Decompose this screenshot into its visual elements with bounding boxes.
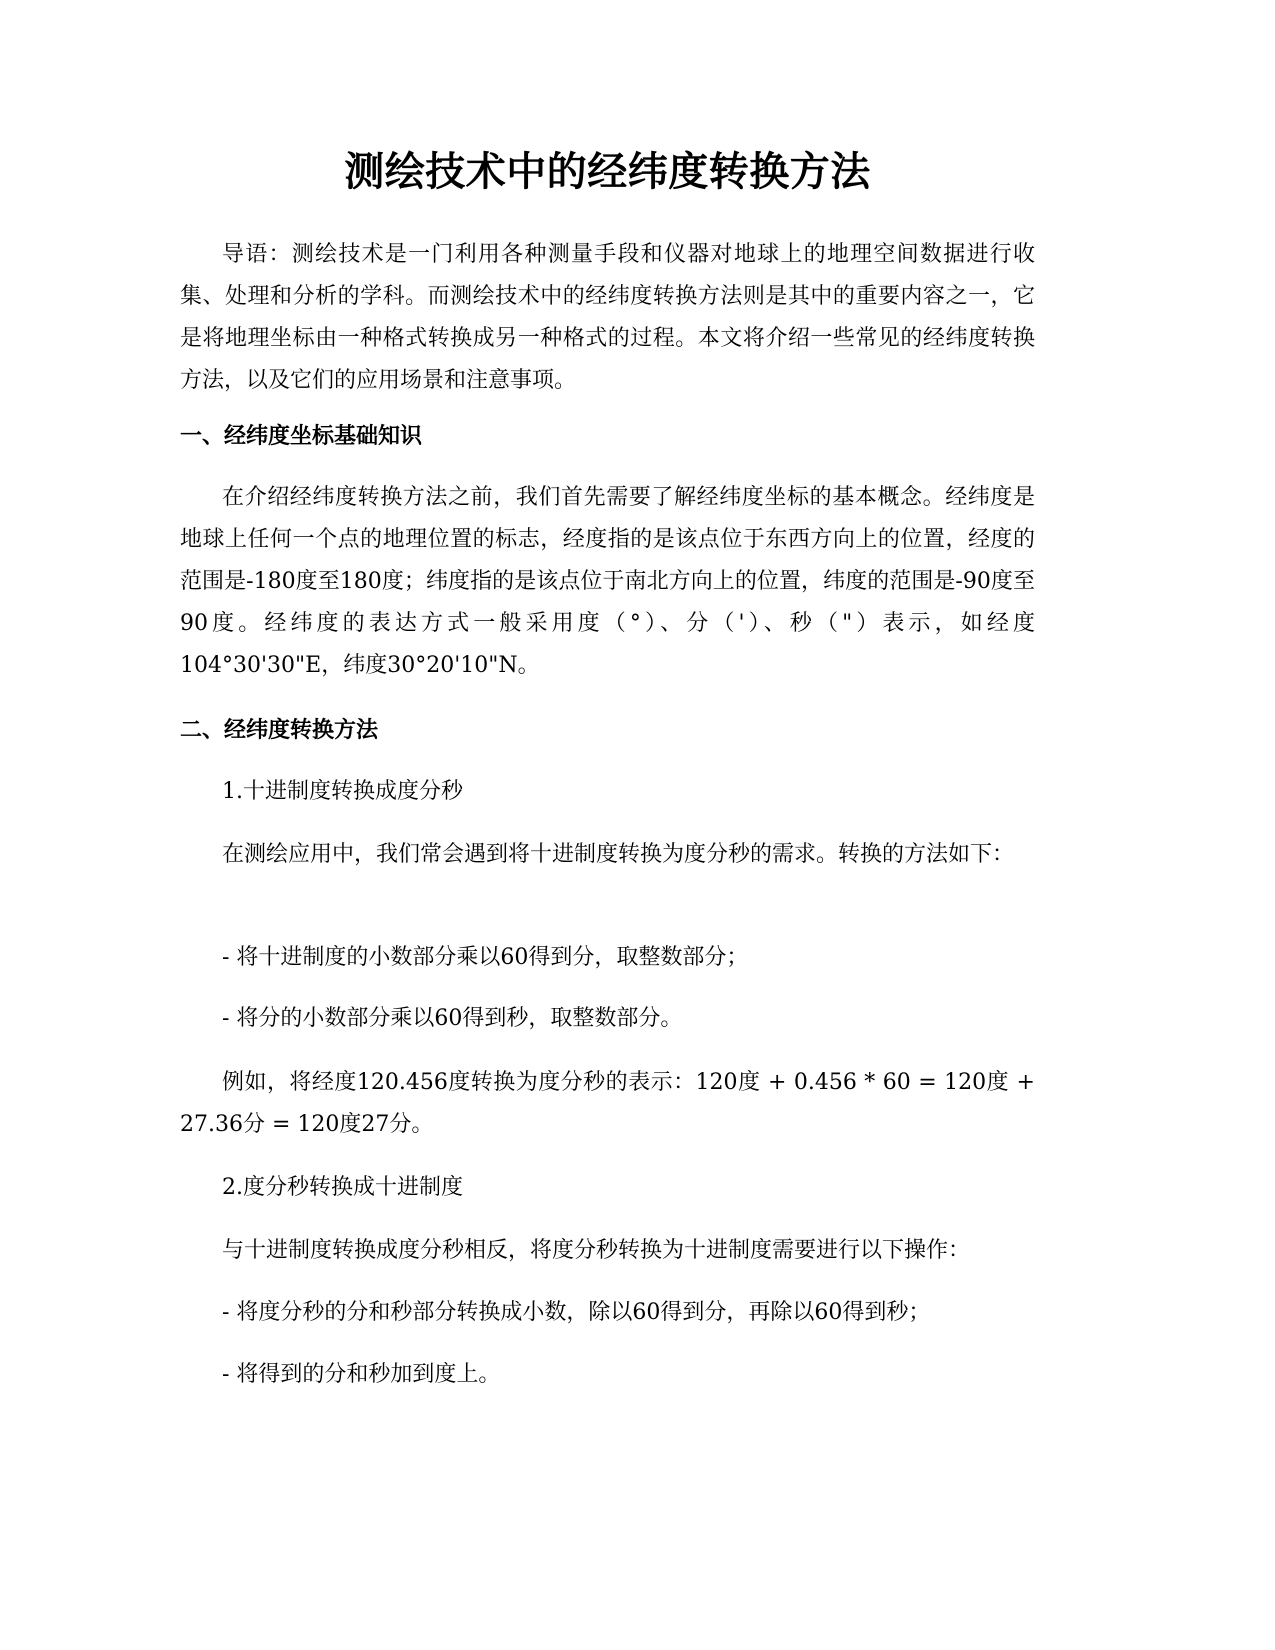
subsection-1-example: 例如，将经度120.456度转换为度分秒的表示：120度 + 0.456 * 60 = 120度 + 27.36分 = 120度27分。 xyxy=(180,1070,1035,1137)
subsection-1-intro: 在测绘应用中，我们常会遇到将十进制度转换为度分秒的需求。转换的方法如下： xyxy=(222,842,1015,867)
section-1-body: 在介绍经纬度转换方法之前，我们首先需要了解经纬度坐标的基本概念。经纬度是地球上任何一个点的地理位置的标志，经度指的是该点位于东西方向上的位置，经度的范围是-180度至180度；纬度指的是该点位于南北方向上的位置，纬度的范围是-90度至90度。经纬度的表达方式一般采用度（°）、分（'）、秒（"）表示，如经度104°30'30"E，纬度30°20'10"N。 xyxy=(180,485,1035,678)
document-page xyxy=(180,0,1035,1650)
subsection-2-step-2: - 将得到的分和秒加到度上。 xyxy=(222,1362,501,1387)
section-2-heading: 二、经纬度转换方法 xyxy=(180,718,379,743)
subsection-2-step-1: - 将度分秒的分和秒部分转换成小数，除以60得到分，再除以60得到秒； xyxy=(222,1300,931,1325)
subsection-2-intro: 与十进制度转换成度分秒相反，将度分秒转换为十进制度需要进行以下操作： xyxy=(222,1238,971,1263)
document-title: 测绘技术中的经纬度转换方法 xyxy=(344,149,871,195)
subsection-1-step-2: - 将分的小数部分乘以60得到秒，取整数部分。 xyxy=(222,1006,683,1031)
intro-paragraph: 导语：测绘技术是一门利用各种测量手段和仪器对地球上的地理空间数据进行收集、处理和分析的学科。而测绘技术中的经纬度转换方法则是其中的重要内容之一，它是将地理坐标由一种格式转换成另一种格式的过程。本文将介绍一些常见的经纬度转换方法，以及它们的应用场景和注意事项。 xyxy=(180,242,1035,393)
subsection-1-step-1: - 将十进制度的小数部分乘以60得到分，取整数部分； xyxy=(222,945,749,970)
subsection-2-title: 2.度分秒转换成十进制度 xyxy=(222,1175,463,1200)
subsection-1-title: 1.十进制度转换成度分秒 xyxy=(222,779,463,804)
section-1-heading: 一、经纬度坐标基础知识 xyxy=(180,424,423,449)
